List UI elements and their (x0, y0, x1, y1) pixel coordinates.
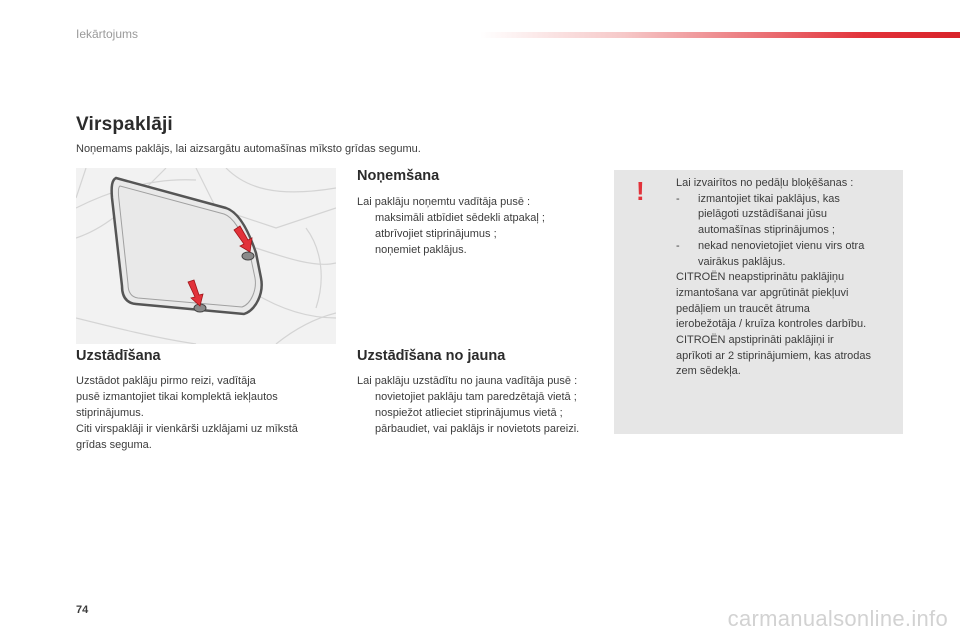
reinstallation-section (357, 373, 612, 437)
removal-title: Noņemšana (357, 168, 440, 184)
watermark: carmanualsonline.info (727, 606, 948, 631)
page-title: Virspaklāji (76, 114, 173, 135)
warning-line: CITROËN apstiprināti paklājiņi ir (676, 334, 834, 347)
warning-line: pedāļiem un traucēt ātruma (676, 302, 810, 315)
list-item: - izmantojiet tikai paklājus, kas pielāgoti uzstādīšanai jūsu automašīnas stiprinājumos ; (676, 192, 840, 237)
warning-list (676, 192, 898, 271)
header-accent-bar (480, 32, 960, 38)
warning-exclamation-icon: ! (636, 176, 645, 206)
list-item: - nekad nenovietojiet vienu virs otra vairākus paklājus. (676, 239, 865, 268)
warning-line: zem sēdekļa. (676, 365, 741, 378)
installation-line: Uzstādot paklāju pirmo reizi, vadītāja (76, 375, 256, 387)
warning-line: izmantošana var apgrūtināt piekļuvi (676, 286, 849, 299)
installation-section (76, 373, 346, 453)
list-item: noņemiet paklājus. (375, 244, 467, 256)
installation-line: stiprinājumus. (76, 407, 144, 419)
list-item: novietojiet paklāju tam paredzētajā vietā ; (375, 391, 577, 403)
warning-box (614, 170, 903, 434)
installation-line: grīdas seguma. (76, 439, 152, 451)
installation-line: Citi virspaklāji ir vienkārši uzklājami uz mīkstā (76, 423, 298, 435)
installation-title: Uzstādīšana (76, 348, 161, 364)
intro-text: Noņemams paklājs, lai aizsargātu automašīnas mīksto grīdas segumu. (76, 143, 421, 155)
warning-line: aprīkoti ar 2 stiprinājumiem, kas atrodas (676, 349, 872, 362)
list-item: pārbaudiet, vai paklājs ir novietots pareizi. (375, 423, 580, 435)
fastener-front (242, 252, 254, 260)
reinstallation-list (357, 389, 612, 437)
reinstallation-lead: Lai paklāju uzstādītu no jauna vadītāja pusē : (357, 375, 578, 387)
warning-intro: Lai izvairītos no pedāļu bloķēšanas : (676, 177, 854, 189)
warning-text (676, 176, 898, 380)
section-label: Iekārtojums (76, 27, 139, 41)
installation-line: pusē izmantojiet tikai komplektā iekļautos (76, 391, 278, 403)
dash-marker: - (676, 239, 680, 252)
warning-line: ierobežotāja / kruīza kontroles darbību. (676, 318, 867, 331)
removal-section (357, 194, 607, 258)
reinstallation-title: Uzstādīšana no jauna (357, 348, 506, 364)
dash-marker: - (676, 192, 680, 205)
removal-list (357, 210, 607, 258)
page-number: 74 (76, 604, 89, 616)
list-item: maksimāli atbīdiet sēdekli atpakaļ ; (375, 212, 545, 224)
list-item: atbrīvojiet stiprinājumus ; (375, 228, 497, 240)
list-item: nospiežot atlieciet stiprinājumus vietā ; (375, 407, 563, 419)
removal-lead: Lai paklāju noņemtu vadītāja pusē : (357, 196, 531, 208)
warning-line: CITROËN neapstiprinātu paklājiņu (676, 271, 845, 284)
floor-mat-illustration (76, 168, 336, 344)
